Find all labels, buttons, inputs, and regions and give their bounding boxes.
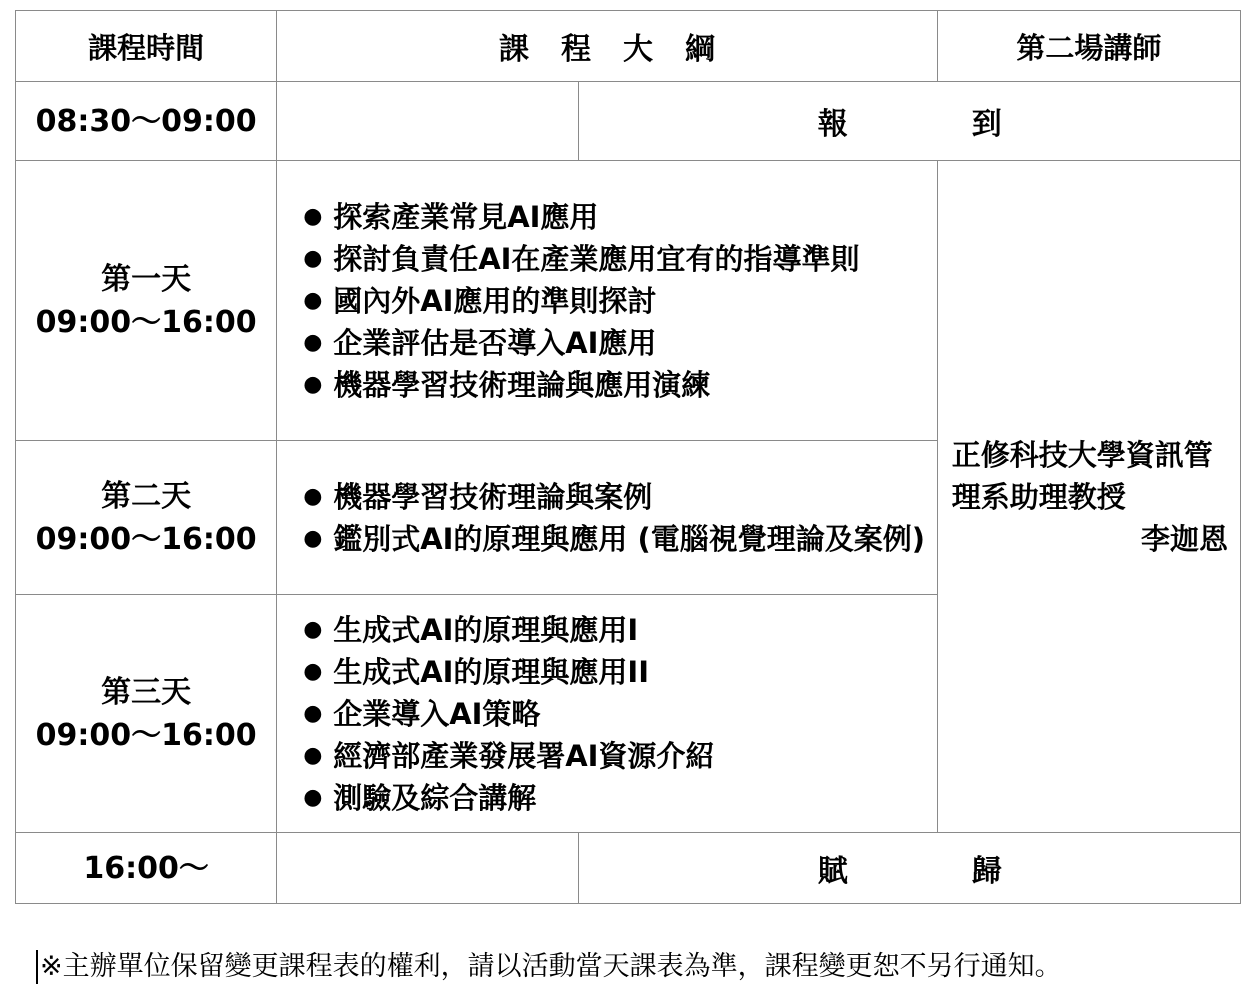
teacher-name: 李迦恩 [1140,521,1228,556]
topic-list [277,196,937,406]
topic-text: 鑑別式AI的原理與應用 (電腦視覺理論及案例) [333,521,926,556]
day-topics-cell [277,595,938,833]
topic-text: 經濟部產業發展署AI資源介紹 [333,738,715,773]
topic-item [301,693,937,735]
closing-blank-cell [277,833,579,904]
footnote: ※主辦單位保留變更課程表的權利，請以活動當天課表為準，課程變更恕不另行通知。 [36,950,1062,984]
bullet-icon: ● [303,700,323,726]
registration-blank-cell [277,82,579,161]
day-time: 09:00～16:00 [35,521,257,557]
topic-text: 探討負責任AI在產業應用宜有的指導準則 [333,241,860,276]
topic-item [301,609,937,651]
bullet-icon: ● [303,329,323,355]
closing-char: 賦 [817,854,848,889]
topic-list [277,609,937,819]
topic-item [301,280,937,322]
bullet-icon: ● [303,287,323,313]
day-time: 09:00～16:00 [35,717,257,753]
header-outline-char: 課 [498,32,529,67]
header-outline-char: 大 [622,32,653,67]
topic-item [301,651,937,693]
bullet-icon: ● [303,483,323,509]
topic-item [301,322,937,364]
bullet-icon: ● [303,245,323,271]
bullet-icon: ● [303,616,323,642]
topic-text: 探索產業常見AI應用 [333,199,599,234]
registration-label [579,82,1241,161]
topic-item [301,735,937,777]
day-row [16,161,1241,441]
topic-list [277,476,937,560]
topic-text: 企業評估是否導入AI應用 [333,325,657,360]
topic-item [301,777,937,819]
day-topics-cell [277,441,938,595]
day-time-cell [16,595,277,833]
topic-item [301,238,937,280]
header-teacher: 第二場講師 [937,11,1240,82]
topic-text: 企業導入AI策略 [333,696,541,731]
registration-time: 08:30～09:00 [16,82,277,161]
topic-item [301,364,937,406]
header-outline-char: 程 [560,32,591,67]
header-outline-char: 綱 [684,32,715,67]
header-row [16,11,1241,82]
teacher-affiliation: 正修科技大學資訊管理系助理教授 [951,437,1213,514]
closing-char: 歸 [971,854,1002,889]
registration-char: 報 [817,107,848,142]
header-outline [277,11,938,82]
bullet-icon: ● [303,203,323,229]
topic-text: 生成式AI的原理與應用II [333,654,650,689]
closing-row [16,833,1241,904]
topic-text: 機器學習技術理論與應用演練 [333,367,711,402]
header-time: 課程時間 [16,11,277,82]
teacher-cell [937,161,1240,833]
bullet-icon: ● [303,742,323,768]
day-label: 第一天 [101,261,192,297]
day-time-cell [16,161,277,441]
topic-text: 國內外AI應用的準則探討 [333,283,657,318]
topic-text: 測驗及綜合講解 [333,780,537,815]
closing-label [579,833,1241,904]
topic-item [301,518,937,560]
topic-text: 生成式AI的原理與應用I [333,612,639,647]
topic-item [301,196,937,238]
bullet-icon: ● [303,784,323,810]
day-time: 09:00～16:00 [35,304,257,340]
registration-char: 到 [971,107,1002,142]
day-time-cell [16,441,277,595]
day-label: 第三天 [101,674,192,710]
closing-time: 16:00～ [16,833,277,904]
bullet-icon: ● [303,525,323,551]
day-topics-cell [277,161,938,441]
bullet-icon: ● [303,371,323,397]
course-schedule-table [15,10,1241,904]
bullet-icon: ● [303,658,323,684]
registration-row [16,82,1241,161]
day-label: 第二天 [101,478,192,514]
topic-text: 機器學習技術理論與案例 [333,479,653,514]
topic-item [301,476,937,518]
